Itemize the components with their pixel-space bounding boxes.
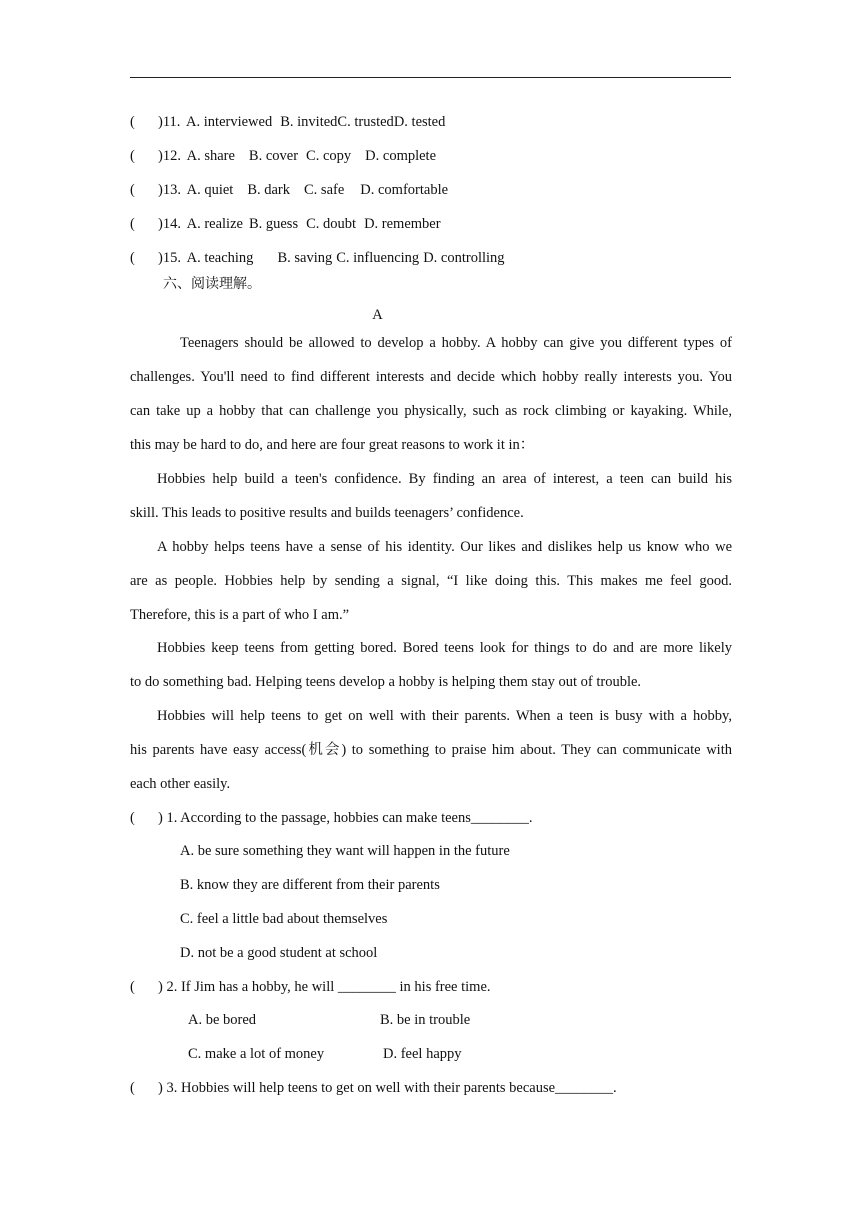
passage-line: Teenagers should be allowed to develop a hobby. A hobby can give you different types of — [180, 335, 732, 351]
vocab-question-11: ( )11. A. interviewed B. invitedC. trustedD. tested — [130, 114, 446, 130]
passage-line: Hobbies help build a teen's confidence. By finding an area of interest, a teen can build his — [157, 471, 732, 487]
passage-line: Hobbies keep teens from getting bored. Bored teens look for things to do and are more likely — [157, 640, 732, 656]
passage-line: Hobbies will help teens to get on well with their parents. When a teen is busy with a hobby, — [157, 708, 732, 724]
passage-line: his parents have easy access(机会) to something to praise him about. They can communicate with — [130, 742, 732, 758]
passage-line: this may be hard to do, and here are four great reasons to work it in： — [130, 437, 535, 453]
passage-line: A hobby helps teens have a sense of his identity. Our likes and dislikes help us know who we — [157, 539, 732, 555]
question-1-option-d: D. not be a good student at school — [180, 945, 378, 961]
passage-line: are as people. Hobbies help by sending a signal, “I like doing this. This makes me feel good. — [130, 573, 732, 589]
question-1-option-b: B. know they are different from their parents — [180, 877, 440, 893]
vocab-question-12: ( )12. A. share B. cover C. copy D. complete — [130, 148, 437, 164]
passage-letter: A — [372, 307, 383, 323]
question-1: ( ) 1. According to the passage, hobbies can make teens________. — [130, 810, 533, 826]
vocab-question-14: ( )14. A. realize B. guess C. doubt D. remember — [130, 216, 441, 232]
passage-line: challenges. You'll need to find different interests and decide which hobby really interests you. You — [130, 369, 732, 385]
question-2-option-a: A. be bored — [188, 1012, 257, 1028]
question-1-option-c: C. feel a little bad about themselves — [180, 911, 388, 927]
section-heading: 六、阅读理解。 — [163, 276, 261, 292]
question-2: ( ) 2. If Jim has a hobby, he will ________ in his free time. — [130, 979, 491, 995]
header-rule — [130, 77, 731, 78]
question-3: ( ) 3. Hobbies will help teens to get on well with their parents because________. — [130, 1080, 617, 1096]
passage-line: Therefore, this is a part of who I am.” — [130, 607, 350, 623]
question-2-option-c: C. make a lot of money — [188, 1046, 325, 1062]
passage-line: each other easily. — [130, 776, 231, 792]
passage-line: can take up a hobby that can challenge you physically, such as rock climbing or kayaking. While, — [130, 403, 732, 419]
vocab-question-15: ( )15. A. teaching B. saving C. influencing D. controlling — [130, 250, 505, 266]
passage-line: to do something bad. Helping teens develop a hobby is helping them stay out of trouble. — [130, 674, 642, 690]
question-2-option-b: B. be in trouble — [380, 1012, 471, 1028]
question-2-option-d: D. feel happy — [383, 1046, 462, 1062]
vocab-question-13: ( )13. A. quiet B. dark C. safe D. comfortable — [130, 182, 449, 198]
passage-line: skill. This leads to positive results and builds teenagers’ confidence. — [130, 505, 524, 521]
question-1-option-a: A. be sure something they want will happen in the future — [180, 843, 510, 859]
